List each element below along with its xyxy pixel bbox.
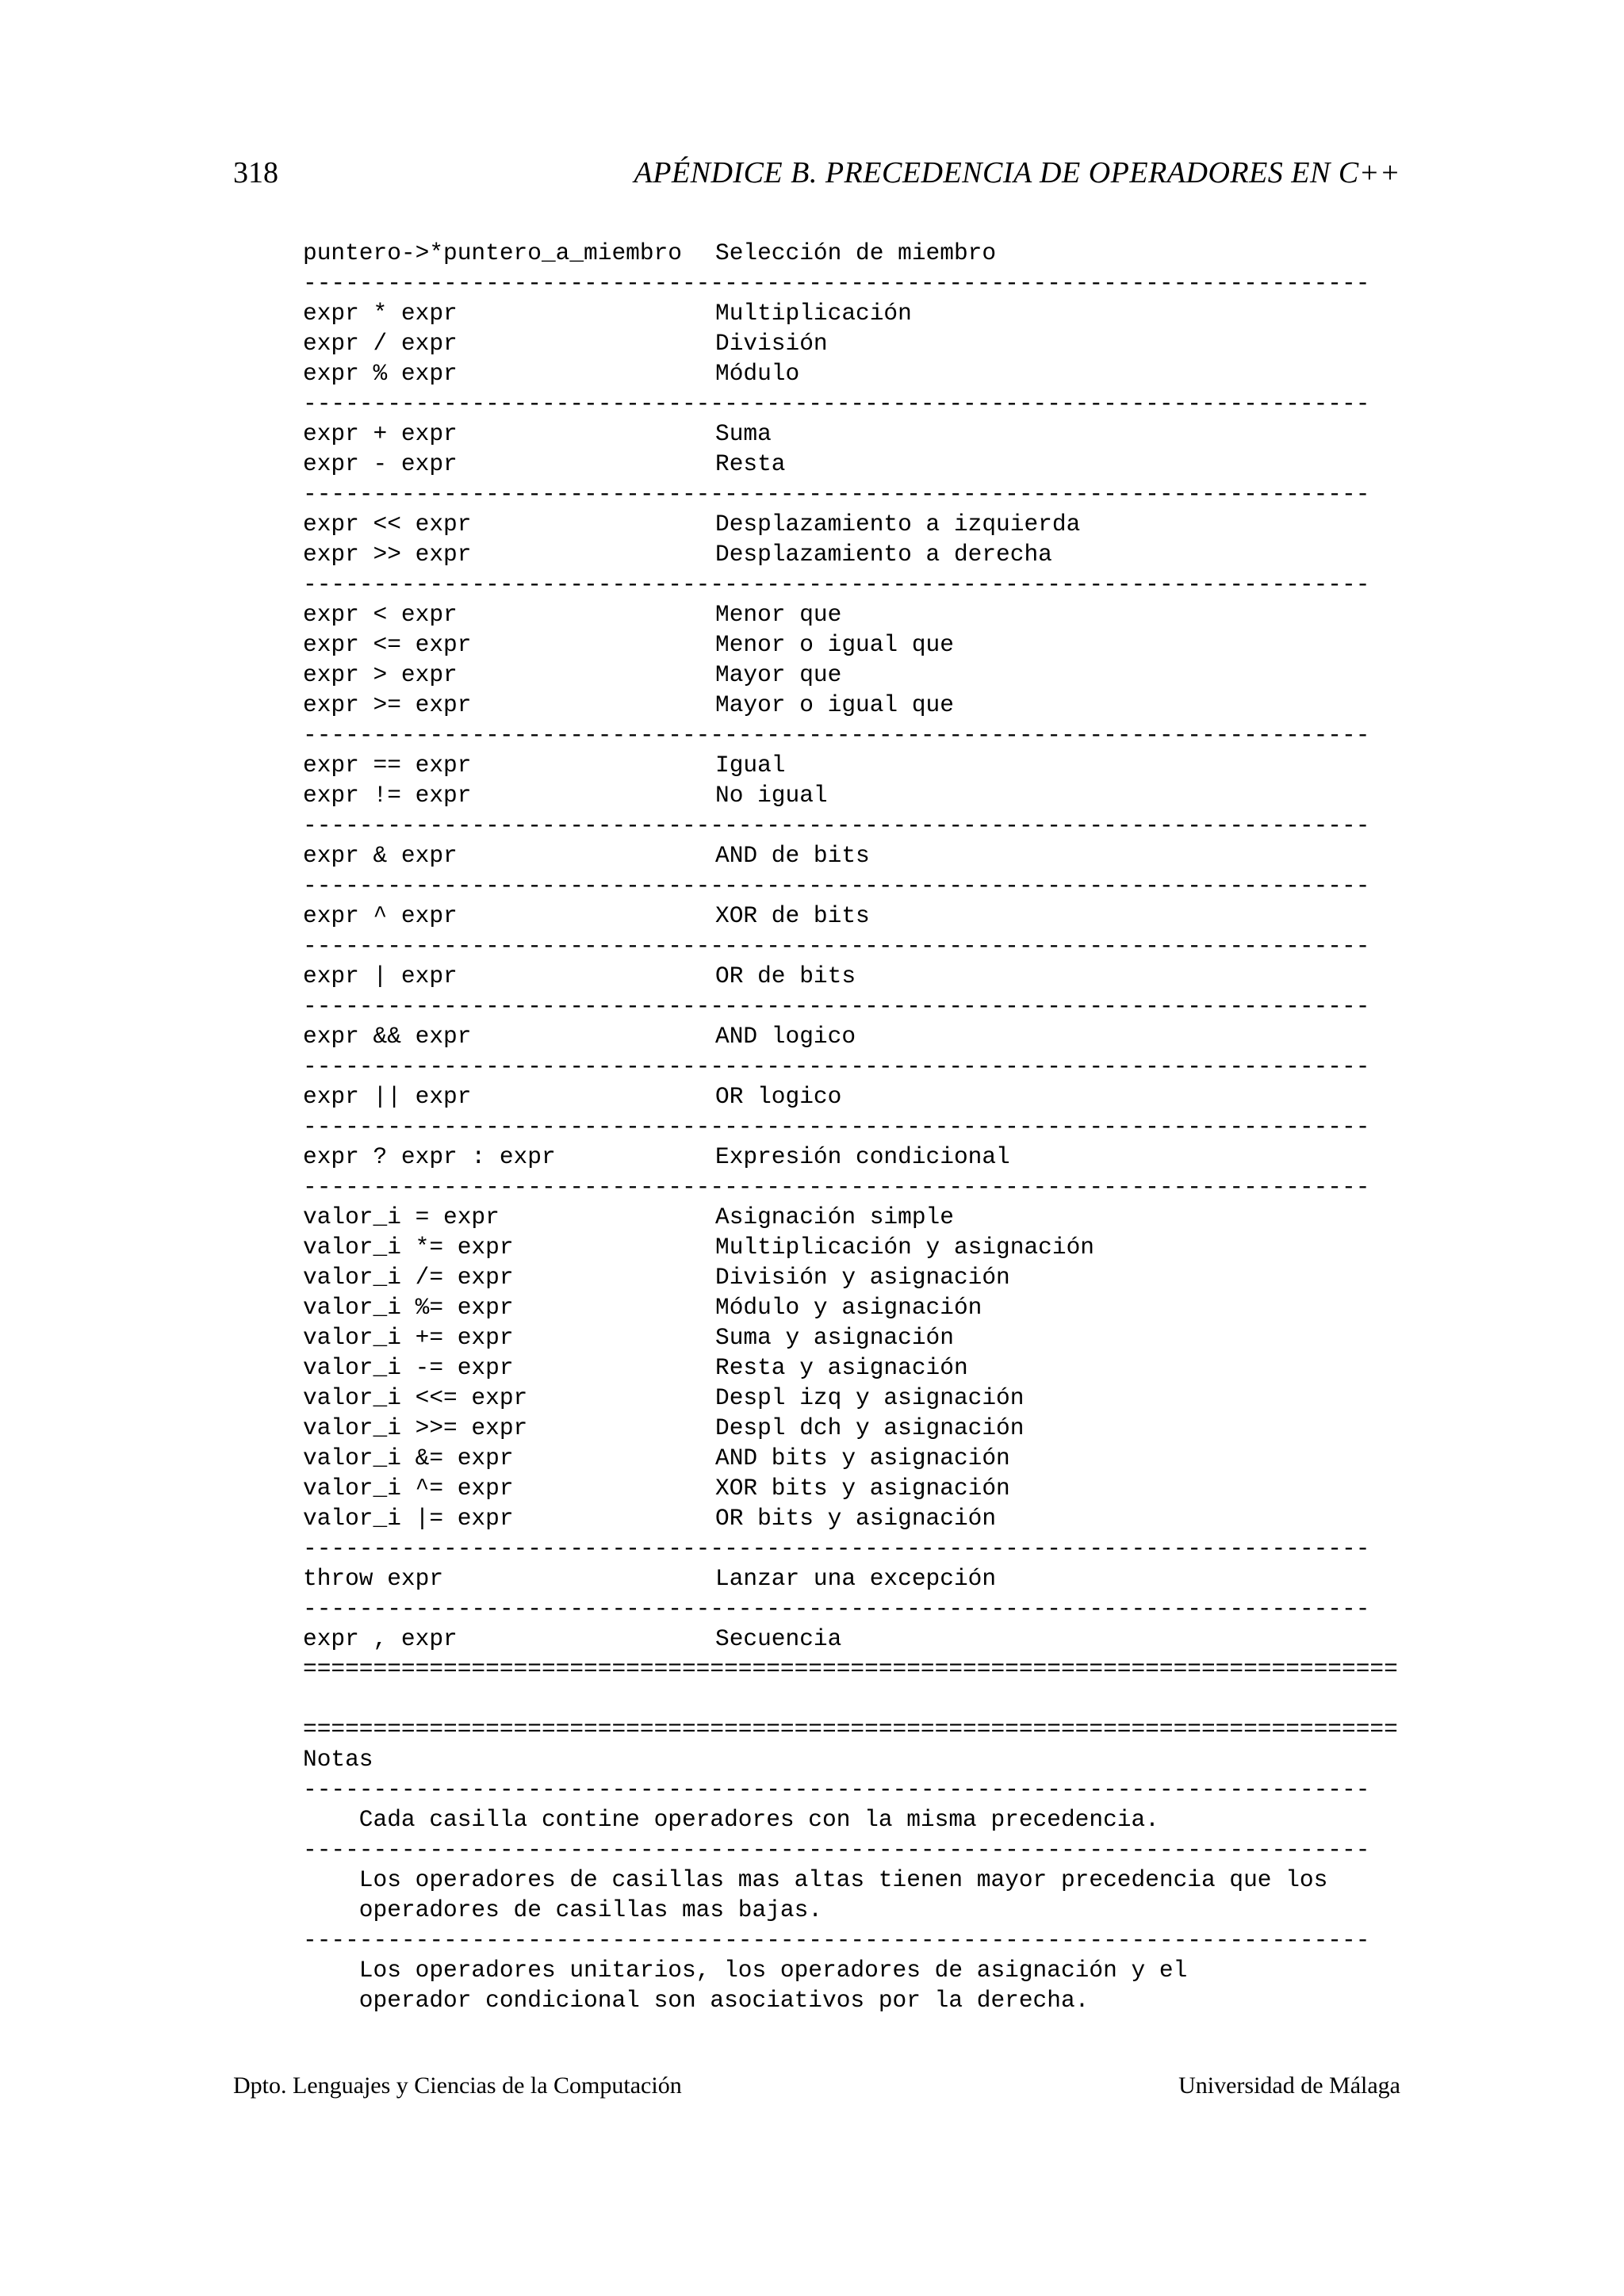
- operator-description: AND bits y asignación: [715, 1445, 1010, 1471]
- operator-syntax: expr < expr: [303, 601, 458, 628]
- notes-separator: ----------------------------------------------------------------------------: [303, 1927, 1370, 1954]
- operator-row: [303, 1503, 1413, 1533]
- operator-row: [303, 629, 1413, 660]
- operator-row: [303, 1262, 1413, 1292]
- group-separator: ----------------------------------------------------------------------------: [303, 1535, 1370, 1562]
- operator-row: [303, 419, 1413, 449]
- operator-syntax: expr % expr: [303, 360, 458, 387]
- operator-row: [303, 1473, 1413, 1503]
- operator-syntax: expr != expr: [303, 782, 472, 809]
- operator-description: Módulo y asignación: [715, 1294, 982, 1321]
- operator-syntax: puntero->*puntero_a_miembro: [303, 239, 682, 266]
- group-separator: ----------------------------------------------------------------------------: [303, 993, 1370, 1020]
- operator-description: AND de bits: [715, 842, 870, 869]
- operator-description: Menor o igual que: [715, 631, 954, 658]
- group-separator: ----------------------------------------------------------------------------: [303, 1053, 1370, 1080]
- operator-row: [303, 238, 1413, 268]
- operator-syntax: valor_i *= expr: [303, 1234, 514, 1261]
- operator-description: Resta: [715, 450, 786, 477]
- operator-row: [303, 328, 1413, 358]
- operator-syntax: valor_i /= expr: [303, 1264, 514, 1291]
- operator-description: Despl izq y asignación: [715, 1384, 1025, 1411]
- operator-syntax: expr && expr: [303, 1023, 472, 1050]
- note-line: Cada casilla contine operadores con la misma precedencia.: [303, 1806, 1159, 1833]
- operator-syntax: expr * expr: [303, 300, 458, 327]
- operator-description: Mayor o igual que: [715, 691, 954, 718]
- operator-description: XOR bits y asignación: [715, 1475, 1010, 1502]
- operator-syntax: valor_i |= expr: [303, 1505, 514, 1532]
- operator-syntax: expr - expr: [303, 450, 458, 477]
- operator-description: Suma y asignación: [715, 1324, 954, 1351]
- operator-syntax: valor_i %= expr: [303, 1294, 514, 1321]
- operator-syntax: throw expr: [303, 1565, 444, 1592]
- operator-description: Expresión condicional: [715, 1143, 1010, 1170]
- operator-syntax: valor_i -= expr: [303, 1354, 514, 1381]
- blank-line: [303, 1684, 1413, 1714]
- group-separator: ----------------------------------------------------------------------------: [303, 390, 1370, 417]
- operator-row: [303, 509, 1413, 539]
- operator-syntax: valor_i = expr: [303, 1203, 500, 1230]
- operator-description: Resta y asignación: [715, 1354, 968, 1381]
- group-separator: ----------------------------------------------------------------------------: [303, 1173, 1370, 1200]
- group-separator: ----------------------------------------------------------------------------: [303, 932, 1370, 959]
- operator-description: Desplazamiento a izquierda: [715, 511, 1081, 538]
- page-header: [233, 155, 1400, 195]
- footer-university: Universidad de Málaga: [1178, 2072, 1400, 2099]
- operator-syntax: expr & expr: [303, 842, 458, 869]
- operator-syntax: expr <= expr: [303, 631, 472, 658]
- operator-description: Selección de miembro: [715, 239, 997, 266]
- operator-row: [303, 1021, 1413, 1051]
- operator-description: Suma: [715, 420, 772, 447]
- operator-description: Mayor que: [715, 661, 842, 688]
- operator-syntax: valor_i >>= expr: [303, 1414, 528, 1441]
- operator-description: OR bits y asignación: [715, 1505, 997, 1532]
- page-number: 318: [233, 156, 278, 189]
- operator-syntax: expr > expr: [303, 661, 458, 688]
- operator-row: [303, 1624, 1413, 1654]
- operator-row: [303, 449, 1413, 479]
- notes-separator: ----------------------------------------------------------------------------: [303, 1836, 1370, 1863]
- operator-description: Secuencia: [715, 1625, 842, 1652]
- operator-syntax: expr >= expr: [303, 691, 472, 718]
- operator-row: [303, 358, 1413, 388]
- notes-title: Notas: [303, 1746, 373, 1773]
- operator-syntax: expr ^ expr: [303, 902, 458, 929]
- operator-row: [303, 599, 1413, 629]
- operator-description: Multiplicación: [715, 300, 912, 327]
- operator-description: Desplazamiento a derecha: [715, 541, 1052, 568]
- operator-row: [303, 1322, 1413, 1353]
- operator-description: División y asignación: [715, 1264, 1010, 1291]
- group-separator: ----------------------------------------------------------------------------: [303, 1113, 1370, 1140]
- group-separator: ----------------------------------------------------------------------------: [303, 1595, 1370, 1622]
- operator-row: [303, 539, 1413, 569]
- operator-syntax: expr == expr: [303, 752, 472, 779]
- operator-description: Módulo: [715, 360, 800, 387]
- operator-description: Igual: [715, 752, 786, 779]
- operator-syntax: expr | expr: [303, 962, 458, 989]
- operator-syntax: expr , expr: [303, 1625, 458, 1652]
- note-line: Los operadores unitarios, los operadores de asignación y el: [303, 1957, 1188, 1984]
- operator-row: [303, 1232, 1413, 1262]
- operator-row: [303, 298, 1413, 328]
- operator-row: [303, 1142, 1413, 1172]
- operator-syntax: expr ? expr : expr: [303, 1143, 556, 1170]
- operator-row: [303, 901, 1413, 931]
- operator-syntax: valor_i &= expr: [303, 1445, 514, 1471]
- note-line: operadores de casillas mas bajas.: [303, 1896, 823, 1923]
- footer-department: Dpto. Lenguajes y Ciencias de la Computación: [233, 2072, 682, 2099]
- operator-description: AND logico: [715, 1023, 856, 1050]
- notes-separator: ----------------------------------------------------------------------------: [303, 1776, 1370, 1803]
- operator-description: División: [715, 330, 828, 357]
- operator-description: Multiplicación y asignación: [715, 1234, 1094, 1261]
- operator-row: [303, 1353, 1413, 1383]
- table-end-rule: ==============================================================================: [303, 1655, 1398, 1682]
- group-separator: ----------------------------------------------------------------------------: [303, 872, 1370, 899]
- operator-row: [303, 660, 1413, 690]
- operator-row: [303, 780, 1413, 810]
- operator-row: [303, 840, 1413, 871]
- operator-description: Despl dch y asignación: [715, 1414, 1025, 1441]
- group-separator: ----------------------------------------------------------------------------: [303, 721, 1370, 748]
- operator-row: [303, 750, 1413, 780]
- operator-description: XOR de bits: [715, 902, 870, 929]
- operator-syntax: valor_i += expr: [303, 1324, 514, 1351]
- operator-row: [303, 961, 1413, 991]
- operator-description: OR de bits: [715, 962, 856, 989]
- operator-syntax: expr || expr: [303, 1083, 472, 1110]
- operator-row: [303, 1383, 1413, 1413]
- operator-precedence-listing: [303, 238, 1413, 2015]
- operator-row: [303, 1563, 1413, 1594]
- running-title: APÉNDICE B. PRECEDENCIA DE OPERADORES EN C++: [634, 156, 1400, 189]
- operator-syntax: valor_i ^= expr: [303, 1475, 514, 1502]
- notes-top-rule: ==============================================================================: [303, 1716, 1398, 1743]
- operator-description: OR logico: [715, 1083, 842, 1110]
- operator-syntax: expr / expr: [303, 330, 458, 357]
- operator-syntax: expr + expr: [303, 420, 458, 447]
- operator-syntax: valor_i <<= expr: [303, 1384, 528, 1411]
- note-line: Los operadores de casillas mas altas tienen mayor precedencia que los: [303, 1866, 1328, 1893]
- operator-description: Menor que: [715, 601, 842, 628]
- note-line: operador condicional son asociativos por la derecha.: [303, 1987, 1090, 2014]
- group-separator: ----------------------------------------------------------------------------: [303, 270, 1370, 297]
- operator-syntax: expr >> expr: [303, 541, 472, 568]
- operator-description: No igual: [715, 782, 828, 809]
- group-separator: ----------------------------------------------------------------------------: [303, 812, 1370, 839]
- operator-row: [303, 1413, 1413, 1443]
- operator-row: [303, 1443, 1413, 1473]
- operator-row: [303, 1202, 1413, 1232]
- operator-row: [303, 1081, 1413, 1112]
- group-separator: ----------------------------------------------------------------------------: [303, 571, 1370, 598]
- operator-syntax: expr << expr: [303, 511, 472, 538]
- operator-row: [303, 690, 1413, 720]
- operator-row: [303, 1292, 1413, 1322]
- operator-description: Lanzar una excepción: [715, 1565, 997, 1592]
- operator-description: Asignación simple: [715, 1203, 954, 1230]
- group-separator: ----------------------------------------------------------------------------: [303, 480, 1370, 507]
